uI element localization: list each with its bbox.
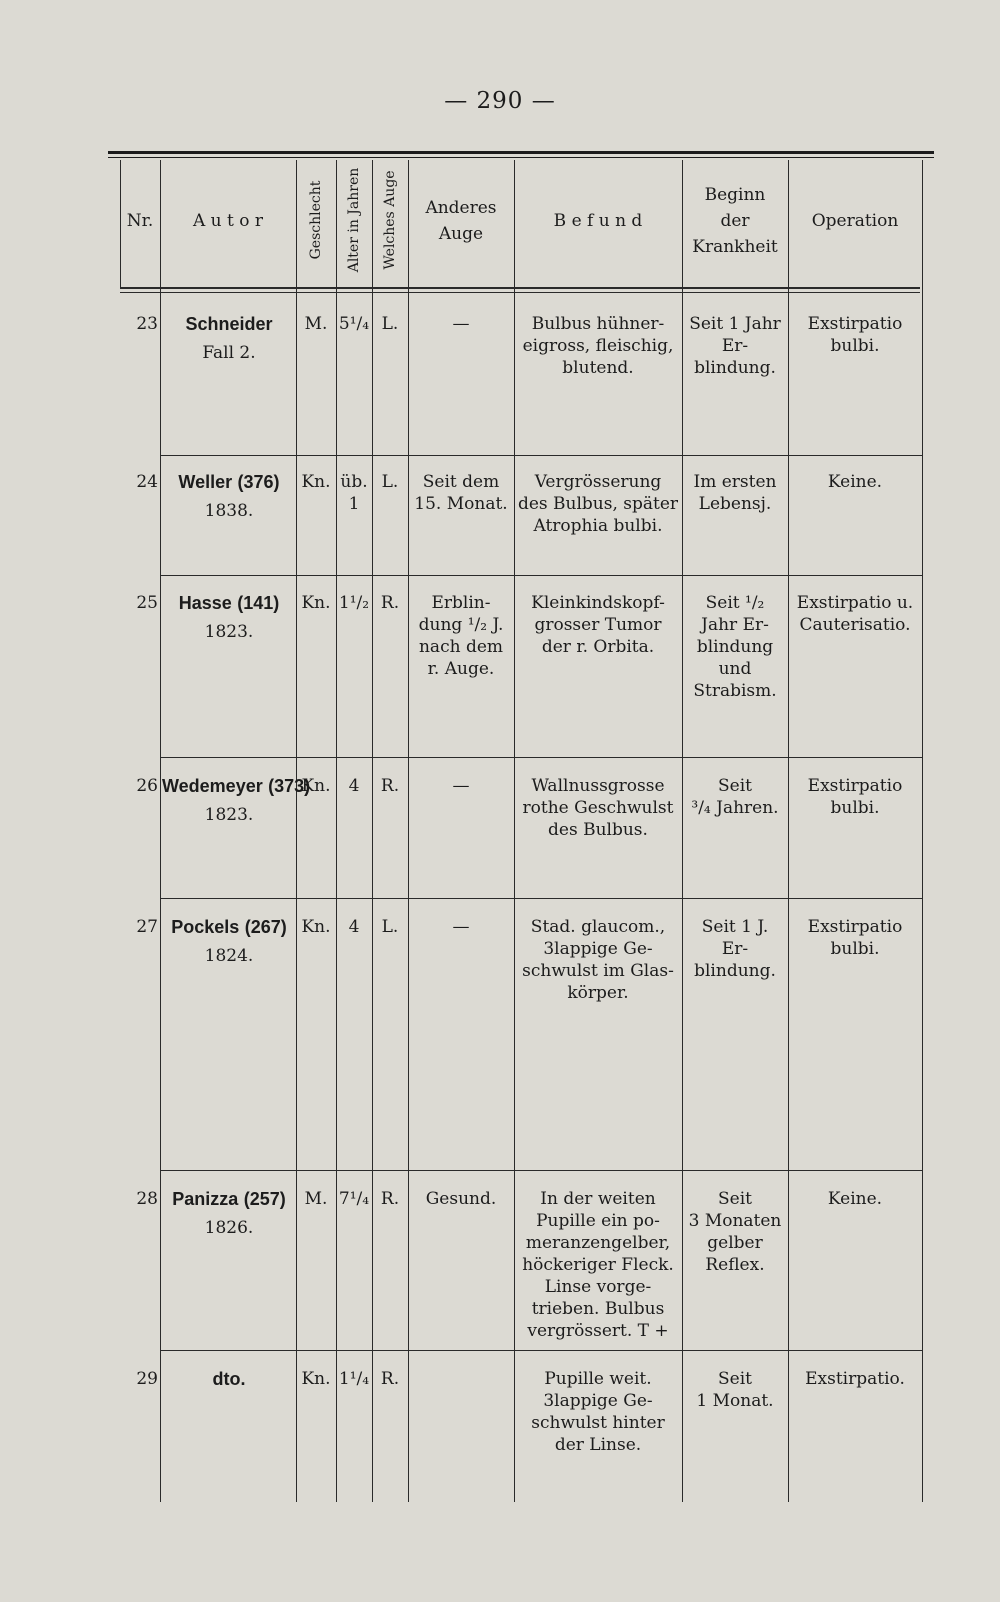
row-separator (160, 455, 922, 456)
eye-cell: L. (381, 472, 399, 492)
row-separator (160, 1170, 922, 1171)
finding-cell-line: eigross, fleischig, (522, 336, 674, 356)
author-name: dto. (212, 1369, 246, 1389)
finding-cell-line: Pupille ein po- (536, 1211, 660, 1231)
age-cell: 1¹/₄ (338, 1369, 370, 1389)
page-number: — 290 — (444, 88, 556, 114)
finding-cell (514, 775, 682, 841)
other-eye-cell-line: nach dem (418, 637, 504, 657)
other-eye-cell-line: Seit dem (422, 472, 500, 492)
header-geschlecht: Geschlecht (308, 180, 324, 260)
row-separator (160, 575, 922, 576)
row-number: 28 (136, 1189, 158, 1209)
row-number: 26 (136, 776, 158, 796)
author-name: Pockels (171, 917, 240, 937)
eye-cell: L. (381, 917, 399, 937)
onset-cell-line: Im ersten (693, 472, 777, 492)
author-reference: (267) (244, 917, 287, 937)
finding-cell-line: Pupille weit. (544, 1369, 652, 1389)
onset-cell (682, 775, 788, 819)
onset-cell-line: Seit (718, 776, 752, 796)
onset-cell-line: Seit (718, 1189, 752, 1209)
onset-cell (682, 313, 788, 379)
eye-cell: L. (381, 314, 399, 334)
finding-cell-line: der Linse. (554, 1435, 642, 1455)
sex-cell: Kn. (301, 472, 331, 492)
row-number: 29 (136, 1369, 158, 1389)
header-beginn (682, 182, 788, 260)
operation-cell (788, 1188, 922, 1210)
onset-cell-line: blindung. (694, 961, 776, 981)
author-name: Weller (178, 472, 233, 492)
author-year: 1823. (204, 622, 254, 642)
author-name: Wedemeyer (162, 776, 263, 796)
finding-cell-line: Stad. glaucom., (530, 917, 666, 937)
finding-cell (514, 1188, 682, 1342)
finding-cell-line: 3lappige Ge- (543, 939, 653, 959)
finding-cell-line: grosser Tumor (534, 615, 662, 635)
onset-cell (682, 916, 788, 982)
author-line (162, 775, 311, 798)
operation-cell-line: Exstirpatio (807, 776, 903, 796)
operation-cell (788, 592, 922, 636)
finding-cell-line: In der weiten (540, 1189, 656, 1209)
age-cell: 1¹/₂ (338, 593, 370, 613)
operation-cell-line: Exstirpatio. (805, 1369, 905, 1389)
other-eye-cell (408, 592, 514, 680)
author-line (162, 313, 296, 336)
header-anderes-line: Anderes (425, 198, 497, 218)
operation-cell (788, 471, 922, 493)
sex-cell: M. (304, 1189, 328, 1209)
author-line (162, 1368, 296, 1391)
other-eye-cell (408, 1188, 514, 1210)
header-anderes-auge (408, 195, 514, 247)
sex-cell: Kn. (301, 917, 331, 937)
operation-cell-line: Exstirpatio (807, 314, 903, 334)
operation-cell-line: Cauterisatio. (799, 615, 911, 635)
finding-cell-line: höckeriger Fleck. (522, 1255, 674, 1275)
author-name: Panizza (172, 1189, 239, 1209)
other-eye-cell-line: — (452, 776, 470, 796)
row-number: 24 (136, 472, 158, 492)
finding-cell (514, 1368, 682, 1456)
finding-cell-line: Atrophia bulbi. (533, 516, 663, 536)
header-nr: Nr. (126, 211, 154, 231)
row-number: 25 (136, 593, 158, 613)
header-bottom-rule-2 (120, 292, 920, 293)
row-number: 27 (136, 917, 158, 937)
finding-cell (514, 916, 682, 1004)
column-divider (788, 160, 789, 1502)
finding-cell-line: Bulbus hühner- (531, 314, 665, 334)
author-year: 1838. (204, 501, 254, 521)
author-year: 1826. (204, 1218, 254, 1238)
other-eye-cell (408, 916, 514, 938)
column-divider (336, 160, 337, 1502)
age-cell: 5¹/₄ (338, 314, 370, 334)
header-alter: Alter in Jahren (346, 167, 362, 273)
onset-cell-line: Lebensj. (698, 494, 772, 514)
sex-cell: Kn. (301, 776, 331, 796)
onset-cell-line: und (718, 659, 752, 679)
finding-cell-line: rothe Geschwulst (522, 798, 674, 818)
other-eye-cell-line: Erblin- (431, 593, 491, 613)
onset-cell (682, 471, 788, 515)
operation-cell-line: bulbi. (830, 336, 880, 356)
onset-cell (682, 1368, 788, 1412)
author-year: 1824. (204, 946, 254, 966)
header-beginn-line: der (720, 211, 750, 231)
finding-cell-line: Vergrösserung (534, 472, 662, 492)
onset-cell-line: gelber (707, 1233, 763, 1253)
column-divider (372, 160, 373, 1502)
onset-cell-line: Reflex. (705, 1255, 765, 1275)
table-top-rule-thin (108, 157, 934, 158)
finding-cell-line: Linse vorge- (544, 1277, 652, 1297)
onset-cell-line: ³/₄ Jahren. (691, 798, 779, 818)
finding-cell (514, 592, 682, 658)
onset-cell-line: Er- (721, 336, 749, 356)
finding-cell-line: der r. Orbita. (541, 637, 655, 657)
finding-cell-line: trieben. Bulbus (531, 1299, 665, 1319)
finding-cell-line: körper. (567, 983, 629, 1003)
eye-cell: R. (380, 1369, 400, 1389)
finding-cell-line: Kleinkindskopf- (531, 593, 665, 613)
row-separator (160, 1350, 922, 1351)
header-autor: A u t o r (192, 211, 264, 231)
author-cell (162, 313, 296, 364)
onset-cell-line: blindung (696, 637, 774, 657)
operation-cell-line: Exstirpatio u. (796, 593, 914, 613)
sex-cell: Kn. (301, 593, 331, 613)
header-anderes-line: Auge (438, 224, 484, 244)
table-top-rule (108, 151, 934, 154)
eye-cell: R. (380, 776, 400, 796)
finding-cell-line: vergrössert. T + (527, 1321, 669, 1341)
operation-cell (788, 916, 922, 960)
author-cell (162, 1368, 296, 1391)
column-divider (922, 160, 923, 1502)
eye-cell: R. (380, 593, 400, 613)
header-welches-auge: Welches Auge (382, 170, 398, 270)
age-cell: 4 (348, 917, 360, 937)
column-divider (296, 160, 297, 1502)
onset-cell-line: Er- (721, 939, 749, 959)
other-eye-cell-line: — (452, 917, 470, 937)
header-operation: Operation (811, 211, 899, 231)
row-separator (160, 898, 922, 899)
onset-cell-line: Seit 1 J. (701, 917, 769, 937)
other-eye-cell (408, 471, 514, 515)
eye-cell: R. (380, 1189, 400, 1209)
operation-cell (788, 775, 922, 819)
author-line (162, 592, 296, 615)
other-eye-cell-line: — (452, 314, 470, 334)
header-beginn-line: Beginn (704, 185, 766, 205)
author-line (162, 916, 296, 939)
author-name: Hasse (178, 593, 232, 613)
author-line (162, 471, 296, 494)
row-number: 23 (136, 314, 158, 334)
onset-cell-line: 1 Monat. (696, 1391, 774, 1411)
finding-cell-line: 3lappige Ge- (543, 1391, 653, 1411)
author-name: Schneider (185, 314, 273, 334)
age-cell: 4 (348, 776, 360, 796)
age-cell: 7¹/₄ (338, 1189, 370, 1209)
column-divider (160, 160, 161, 1502)
author-year: 1823. (204, 805, 254, 825)
other-eye-cell (408, 775, 514, 797)
operation-cell (788, 313, 922, 357)
onset-cell-line: 3 Monaten (688, 1211, 782, 1231)
finding-cell (514, 471, 682, 537)
finding-cell-line: schwulst im Glas- (522, 961, 674, 981)
finding-cell-line: blutend. (562, 358, 634, 378)
onset-cell (682, 1188, 788, 1276)
age-cell: üb. 1 (340, 472, 368, 514)
operation-cell-line: Keine. (827, 472, 883, 492)
other-eye-cell-line: 15. Monat. (414, 494, 508, 514)
author-year: Fall 2. (202, 343, 256, 363)
onset-cell-line: Seit 1 Jahr (689, 314, 781, 334)
finding-cell-line: meranzengelber, (525, 1233, 671, 1253)
author-cell (162, 471, 296, 522)
header-bottom-rule (120, 287, 920, 289)
header-beginn-line: Krankheit (692, 237, 778, 257)
finding-cell-line: des Bulbus, später (517, 494, 679, 514)
author-reference: (373) (268, 776, 311, 796)
other-eye-cell-line: r. Auge. (427, 659, 495, 679)
author-cell (162, 775, 311, 826)
finding-cell-line: Wallnussgrosse (531, 776, 665, 796)
onset-cell (682, 592, 788, 702)
other-eye-cell-line: Gesund. (425, 1189, 497, 1209)
operation-cell-line: Keine. (827, 1189, 883, 1209)
onset-cell-line: Seit (718, 1369, 752, 1389)
author-reference: (376) (237, 472, 280, 492)
author-reference: (141) (237, 593, 280, 613)
sex-cell: M. (304, 314, 328, 334)
other-eye-cell-line: dung ¹/₂ J. (418, 615, 504, 635)
author-reference: (257) (243, 1189, 286, 1209)
onset-cell-line: Seit ¹/₂ (705, 593, 765, 613)
other-eye-cell (408, 313, 514, 335)
finding-cell (514, 313, 682, 379)
column-divider (408, 160, 409, 1502)
onset-cell-line: blindung. (694, 358, 776, 378)
author-line (162, 1188, 296, 1211)
operation-cell (788, 1368, 922, 1390)
operation-cell-line: Exstirpatio (807, 917, 903, 937)
finding-cell-line: schwulst hinter (531, 1413, 665, 1433)
onset-cell-line: Strabism. (693, 681, 777, 701)
author-cell (162, 916, 296, 967)
row-separator (160, 757, 922, 758)
operation-cell-line: bulbi. (830, 939, 880, 959)
operation-cell-line: bulbi. (830, 798, 880, 818)
author-cell (162, 1188, 296, 1239)
header-befund: B e f u n d (553, 211, 643, 231)
author-cell (162, 592, 296, 643)
finding-cell-line: des Bulbus. (548, 820, 648, 840)
onset-cell-line: Jahr Er- (701, 615, 769, 635)
sex-cell: Kn. (301, 1369, 331, 1389)
